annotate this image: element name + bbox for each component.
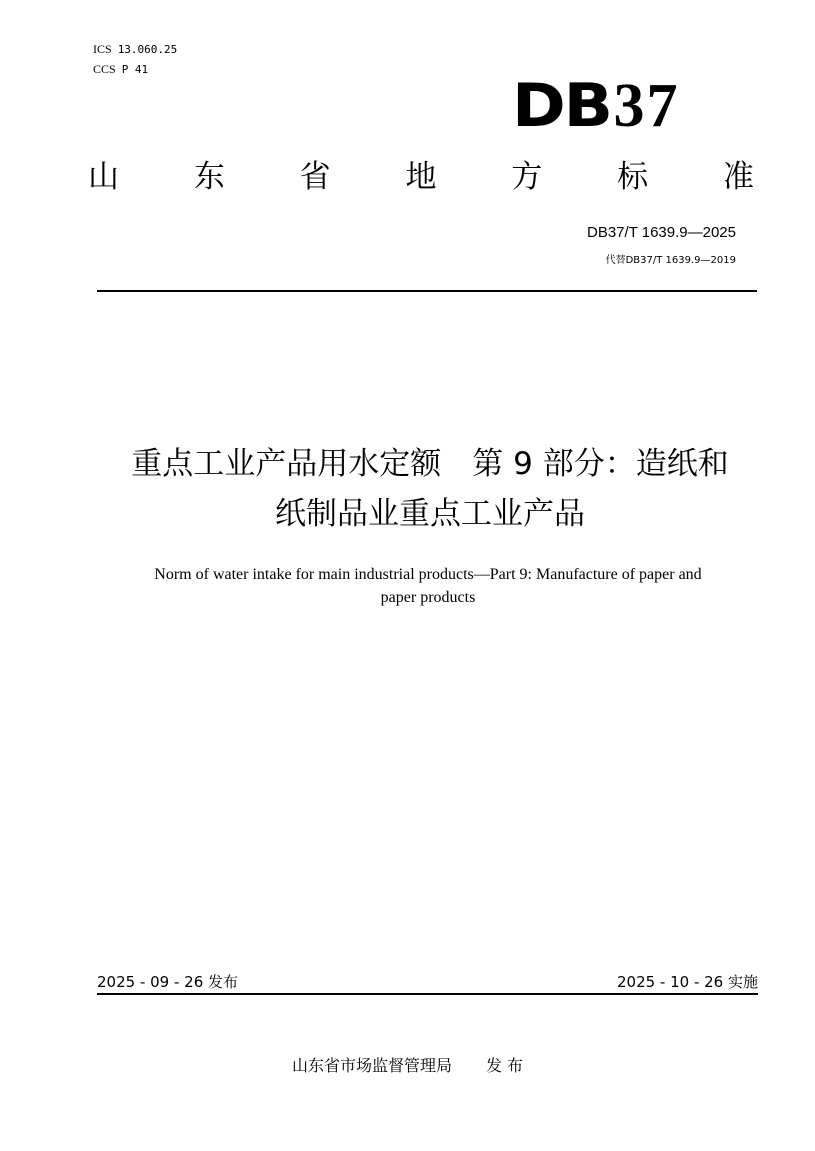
publish-date: 2025 - 09 - 26 发布 (97, 973, 239, 991)
ccs-code-line (93, 62, 148, 77)
main-title-line-1: 重点工业产品用水定额 第 9 部分：造纸和 (131, 446, 729, 482)
standard-type-char: 地 (405, 159, 437, 195)
english-title-line-2: paper products (380, 589, 476, 606)
ics-code-line (93, 42, 177, 57)
standard-type-char: 标 (617, 159, 649, 195)
db37-logo (512, 66, 680, 141)
issuing-authority (0, 1053, 815, 1076)
header-divider (97, 290, 757, 292)
replaces-standard: 代替DB37/T 1639.9—2019 (605, 255, 736, 266)
ccs-code: P 41 (121, 63, 149, 76)
standard-type-char: 省 (299, 159, 331, 195)
standard-number: DB37/T 1639.9—2025 (587, 224, 736, 241)
issuer-name: 山东省市场监督管理局 (291, 1056, 452, 1075)
ccs-label: CCS (93, 62, 116, 76)
standard-type-title (88, 157, 754, 197)
standard-type-char: 东 (193, 159, 225, 195)
ics-label: ICS (93, 42, 112, 56)
main-title-line-2: 纸制品业重点工业产品 (275, 496, 585, 532)
standard-type-char: 山 (88, 159, 119, 195)
logo-province-number: 37 (613, 72, 680, 140)
english-title-line-1: Norm of water intake for main industrial products—Part 9: Manufacture of paper and (154, 566, 702, 583)
implement-date: 2025 - 10 - 26 实施 (616, 973, 758, 991)
standard-type-char: 准 (722, 159, 754, 195)
ics-code: 13.060.25 (117, 43, 178, 56)
footer-divider (97, 993, 758, 995)
issue-word: 发 布 (485, 1056, 524, 1075)
standard-type-char: 方 (511, 159, 543, 195)
logo-db-text: DB (512, 71, 611, 141)
